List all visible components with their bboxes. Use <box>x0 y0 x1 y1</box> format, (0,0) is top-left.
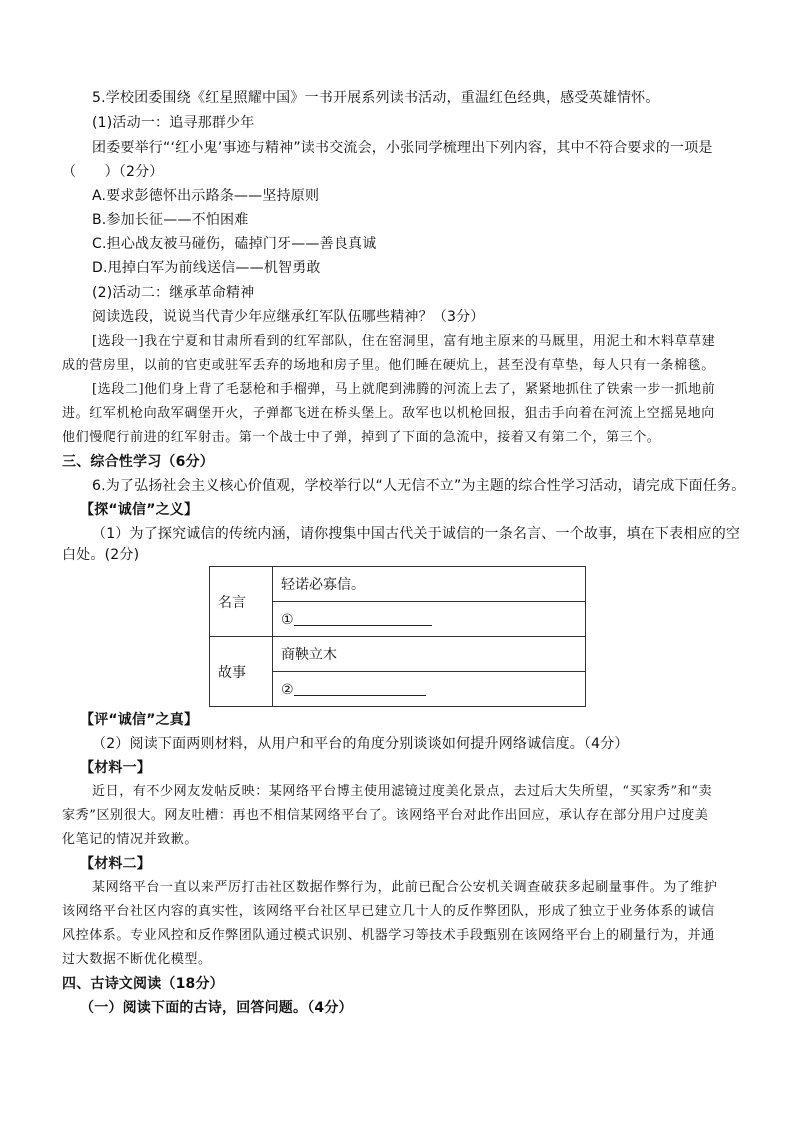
table-cell-quote-blank[interactable] <box>273 602 586 637</box>
material1-line: 化笔记的情况并致歉。 <box>62 832 199 847</box>
q5-stem: 5.学校团委围绕《红星照耀中国》一书开展系列读书活动，重温红色经典，感受英雄情怀。 <box>92 90 660 106</box>
q5-activity1-title: (1)活动一：追寻那群少年 <box>92 115 255 131</box>
selection2-line: 进。红军机枪向敌军碉堡开火，子弹都飞迸在桥头堡上。敌军也以机枪回报，狙击手向着在河流上空摇晃地向 <box>62 406 715 421</box>
q5-answer-bracket: （ ）（2分） <box>62 164 164 180</box>
evaluate-question: （2）阅读下面两则材料，从用户和平台的角度分别谈谈如何提升网络诚信度。（4分） <box>92 736 629 752</box>
table-label-quote: 名言 <box>210 567 273 637</box>
material2-line: 该网络平台社区内容的真实性，该网络平台社区早已建立几十人的反作弊团队，形成了独立于业务体系的诚信 <box>62 904 715 919</box>
material2-line: 过大数据不断优化模型。 <box>62 952 212 967</box>
q5-option-a: A.要求彭德怀出示路条——坚持原则 <box>92 188 320 204</box>
q5-option-c: C.担心战友被马碰伤，磕掉门牙——善良真诚 <box>92 236 377 252</box>
explore-title: 【探“诚信”之义】 <box>80 502 199 518</box>
q6-stem: 6.为了弘扬社会主义核心价值观，学校举行以“人无信不立”为主题的综合性学习活动，请完成下面任务。 <box>92 478 746 494</box>
material1-line: 家秀”区别很大。网友吐槽：再也不相信某网络平台了。该网络平台对此作出回应，承认存在部分用户过度美 <box>62 808 709 823</box>
answer-blank-1[interactable] <box>294 611 432 626</box>
table-label-story: 故事 <box>210 637 273 707</box>
section4-heading: 四、古诗文阅读（18分） <box>62 976 224 992</box>
selection2-line: 他们慢爬行前进的红军射击。第一个战士中了弹，掉到了下面的急流中，接着又有第二个，第三个。 <box>62 430 661 445</box>
material2-title: 【材料二】 <box>80 856 151 872</box>
explore-question-line: （1）为了探究诚信的传统内涵，请你搜集中国古代关于诚信的一条名言、一个故事，填在下表相应的空 <box>92 526 741 542</box>
evaluate-title: 【评“诚信”之真】 <box>80 712 199 728</box>
integrity-table <box>209 566 586 707</box>
explore-question-line: 白处。(2分) <box>62 547 140 563</box>
q5-activity2-title: (2)活动二：继承革命精神 <box>92 285 255 301</box>
material2-line: 风控体系。专业风控和反作弊团队通过模式识别、机器学习等技术手段甄别在该网络平台上的刷量行为，并通 <box>62 928 715 943</box>
material1-line: 近日，有不少网友发帖反映：某网络平台博主使用滤镜过度美化景点，去过后大失所望，“买家秀”和“卖 <box>92 784 713 799</box>
blank-marker: ① <box>281 611 294 628</box>
material2-line: 某网络平台一直以来严厉打击社区数据作弊行为，此前已配合公安机关调查破获多起刷量事件。为了维护 <box>92 880 718 895</box>
answer-blank-2[interactable] <box>294 681 426 696</box>
q5-activity1-prompt: 团委要举行“‘红小鬼’事迹与精神”读书交流会，小张同学梳理出下列内容，其中不符合要求的一项是 <box>92 140 713 156</box>
material1-title: 【材料一】 <box>80 760 151 776</box>
table-cell-quote-filled: 轻诺必寡信。 <box>273 567 586 602</box>
blank-marker: ② <box>281 681 294 698</box>
q5-option-b: B.参加长征——不怕困难 <box>92 212 249 228</box>
selection2-line: [选段二]他们身上背了毛瑟枪和手榴弹，马上就爬到沸腾的河流上去了，紧紧地抓住了铁索一步一抓地前 <box>92 382 716 397</box>
table-cell-story-filled: 商鞅立木 <box>273 637 586 672</box>
table-cell-story-blank[interactable] <box>273 672 586 707</box>
selection1-line: [选段一]我在宁夏和甘肃所看到的红军部队，住在窑洞里，富有地主原来的马厩里，用泥土和木料草草建 <box>92 334 716 349</box>
q5-option-d: D.甩掉白军为前线送信——机智勇敢 <box>92 260 321 276</box>
section3-heading: 三、综合性学习（6分） <box>62 454 214 470</box>
selection1-line: 成的营房里，以前的官吏或驻军丢弃的场地和房子里。他们睡在硬炕上，甚至没有草垫，每人只有一条棉毯。 <box>62 358 715 373</box>
section4-subheading: （一）阅读下面的古诗，回答问题。（4分） <box>80 1000 353 1016</box>
q5-activity2-prompt: 阅读选段，说说当代青少年应继承红军队伍哪些精神？（3分） <box>92 309 485 325</box>
